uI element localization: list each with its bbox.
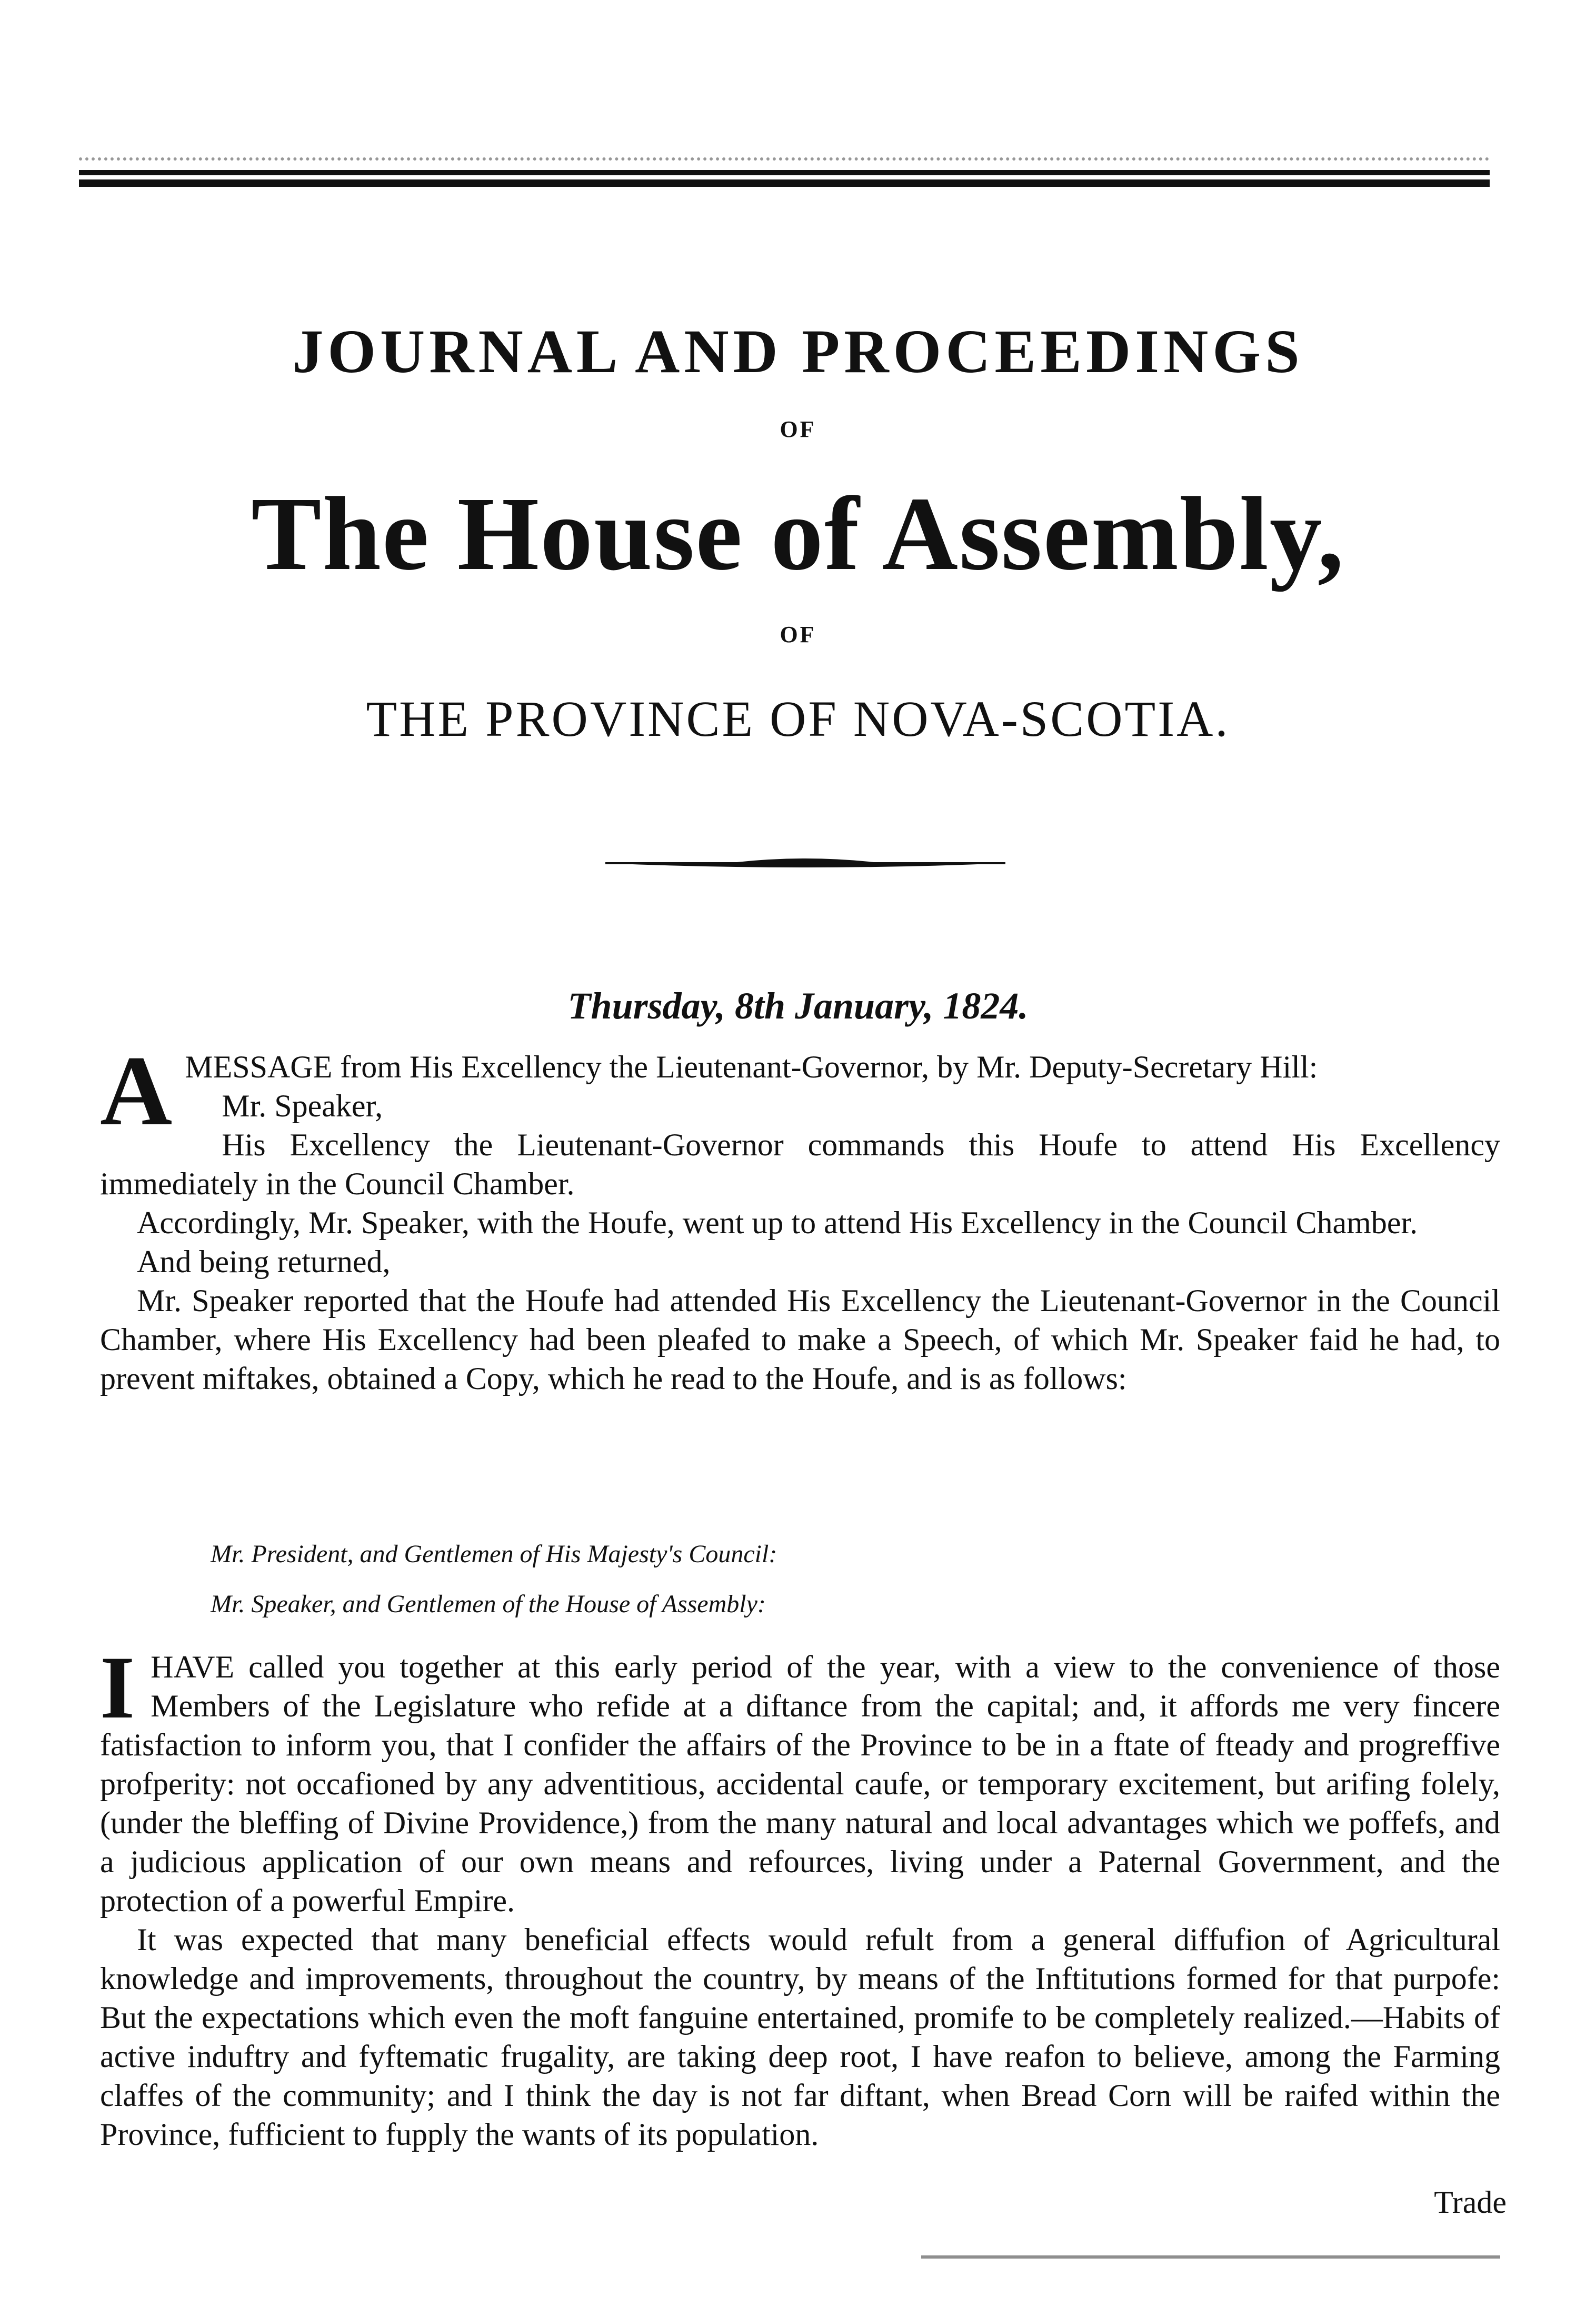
catchword: Trade [1434, 2185, 1507, 2220]
report-paragraph: Mr. Speaker reported that the Houfe had attended His Excellency the Lieutenant-Governor in the Council Chamber, where His Excellency had been pleafed to make a Speech, of which Mr. Speaker faid he had, to prevent miftakes, obtained a Copy, which he read to the Houfe, and is as follows: [100, 1283, 1500, 1396]
title-province: THE PROVINCE OF NOVA-SCOTIA. [366, 691, 1230, 747]
title-house-of-assembly: The House of Assembly, [251, 476, 1345, 592]
address-assembly: Mr. Speaker, and Gentlemen of the House of Assembly: [211, 1590, 766, 1618]
message-text: MESSAGE from His Excellency the Lieutenant-Governor, by Mr. Deputy-Secretary Hill: [185, 1050, 1318, 1084]
command-paragraph: His Excellency the Lieutenant-Governor commands this Houfe to attend His Excellency immediately in the Council Chamber. [100, 1127, 1500, 1201]
dateline: Thursday, 8th January, 1824. [567, 985, 1029, 1027]
accordingly-paragraph: Accordingly, Mr. Speaker, with the Houfe, went up to attend His Excellency in the Council Chamber. [137, 1205, 1418, 1240]
drop-cap-i: I [100, 1638, 135, 1737]
ornamental-divider [605, 853, 1005, 874]
salutation-speaker: Mr. Speaker, [222, 1088, 383, 1123]
proceedings-text [100, 1036, 1500, 1398]
speech-paragraph-1 [100, 1638, 1500, 1920]
top-thin-bar [79, 170, 1490, 175]
drop-cap-a: A [100, 1036, 173, 1146]
title-of-2: OF [780, 622, 816, 647]
speech-paragraph-1-text: HAVE called you together at this early period of the year, with a view to the convenience of those Members of the Legislature who refide at a diftance from the capital; and, it affords me very fincere fatisfaction to inform you, that I confider the affairs of the Province to be in a ftate of fteady and progreffive profperity: not occafioned by any adventitious, accidental caufe, or temporary excitement, but arifing folely, (under the bleffing of Divine Providence,) from the many natural and local advantages which we poffefs, and a judicious application of our own means and refources, living under a Paternal Government, and the protection of a powerful Empire. [100, 1650, 1500, 1918]
speech-text [100, 1638, 1500, 2154]
returned-paragraph: And being returned, [137, 1244, 391, 1279]
title-of-1: OF [780, 416, 816, 442]
top-thick-bar [79, 179, 1490, 187]
address-council: Mr. President, and Gentlemen of His Majesty's Council: [211, 1540, 777, 1568]
top-ornamental-rule [79, 150, 1490, 187]
top-dotted-line [79, 150, 1490, 161]
bottom-rule [921, 2255, 1500, 2259]
speech-paragraph-2: It was expected that many beneficial effects would refult from a general diffufion of Agricultural knowledge and improvements, throughout the country, by means of the Inftitutions formed for that purpofe: But the expectations which even the moft fanguine entertained, promife to be completely realized.—Habits of active induftry and fyftematic frugality, are taking deep root, I have reafon to believe, among the Farming claffes of the community; and I think the day is not far diftant, when Bread Corn will be raifed within the Province, fufficient to fupply the wants of its population. [100, 1922, 1500, 2152]
title-journal: JOURNAL AND PROCEEDINGS [292, 317, 1304, 386]
